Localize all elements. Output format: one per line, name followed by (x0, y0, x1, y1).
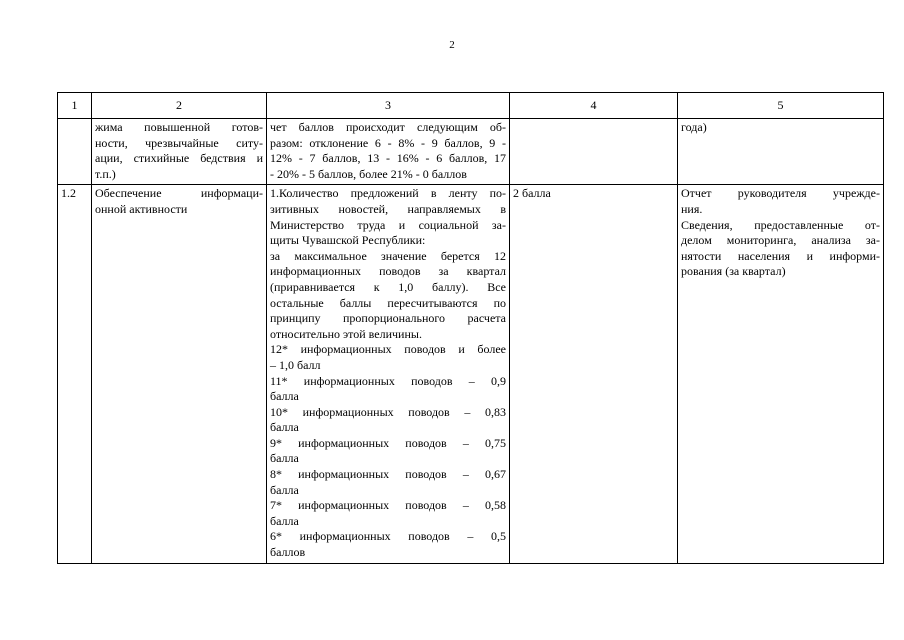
table-row-1-2 (58, 185, 884, 563)
text-line: 12% - 7 баллов, 13 - 16% - 6 баллов, 17 (270, 151, 506, 166)
cell-number: 1.2 (58, 185, 92, 563)
text-line: Отчет руководителя учрежде- (681, 186, 880, 201)
text-line: Обеспечение информаци- (95, 186, 263, 201)
criteria-table (57, 92, 884, 564)
text-line: ности, чрезвычайные ситу- (95, 135, 263, 150)
table-row-continuation (58, 119, 884, 185)
page-number: 2 (449, 39, 455, 51)
text-line: балла (270, 420, 299, 435)
text-line: 11* информационных поводов – 0,9 (270, 373, 506, 388)
text-line: ации, стихийные бедствия и (95, 151, 263, 166)
text-line: (приравнивается к 1,0 баллу). Все (270, 279, 506, 294)
text-line: 8* информационных поводов – 0,67 (270, 467, 506, 482)
text-line: делом мониторинга, анализа за- (681, 233, 880, 248)
text-line: балла (270, 389, 299, 404)
table-header-row (58, 93, 884, 119)
cell-calculation-method (267, 119, 510, 185)
text-line: баллов (270, 545, 306, 560)
text-line: жима повышенной готов- (95, 120, 263, 134)
text-line: т.п.) (95, 166, 116, 181)
text-line: остальные баллы пересчитываются по (270, 295, 506, 310)
text-line: чет баллов происходит следующим об- (270, 120, 506, 134)
text-line: балла (270, 513, 299, 528)
text-line: балла (270, 482, 299, 497)
cell-number (58, 119, 92, 185)
text-line: - 20% - 5 баллов, более 21% - 0 баллов (270, 166, 467, 181)
cell-indicator-name (92, 185, 267, 563)
text-line: за максимальное значение берется 12 (270, 248, 506, 263)
text-line: нятости населения и информи- (681, 248, 880, 263)
header-cell-5: 5 (678, 93, 884, 119)
text-line: 6* информационных поводов – 0,5 (270, 529, 506, 544)
text-line: 10* информационных поводов – 0,83 (270, 404, 506, 419)
text-line: 9* информационных поводов – 0,75 (270, 435, 506, 450)
header-cell-2: 2 (92, 93, 267, 119)
text-line: балла (270, 451, 299, 466)
text-line: рования (за квартал) (681, 264, 786, 279)
text-line: принципу пропорционального расчета (270, 311, 506, 326)
header-cell-1: 1 (58, 93, 92, 119)
header-cell-4: 4 (510, 93, 678, 119)
text-line: ния. (681, 201, 703, 216)
text-line: щиты Чувашской Республики: (270, 233, 426, 248)
cell-source: года) (678, 119, 884, 185)
text-line: – 1,0 балл (270, 357, 321, 372)
text-line: информационных поводов за квартал (270, 264, 506, 279)
text-line: онной активности (95, 201, 188, 216)
text-line: 1.Количество предложений в ленту по- (270, 186, 506, 201)
cell-score: 2 балла (510, 185, 678, 563)
cell-score (510, 119, 678, 185)
text-line: Министерство труда и социальной за- (270, 217, 506, 232)
cell-source (678, 185, 884, 563)
header-cell-3: 3 (267, 93, 510, 119)
text-line: 12* информационных поводов и более (270, 342, 506, 357)
text-line: разом: отклонение 6 - 8% - 9 баллов, 9 - (270, 135, 506, 150)
cell-calculation-method (267, 185, 510, 563)
cell-indicator-name (92, 119, 267, 185)
text-line: Сведения, предоставленные от- (681, 217, 880, 232)
text-line: 7* информационных поводов – 0,58 (270, 498, 506, 513)
text-line: зитивных новостей, направляемых в (270, 201, 506, 216)
text-line: относительно этой величины. (270, 326, 422, 341)
